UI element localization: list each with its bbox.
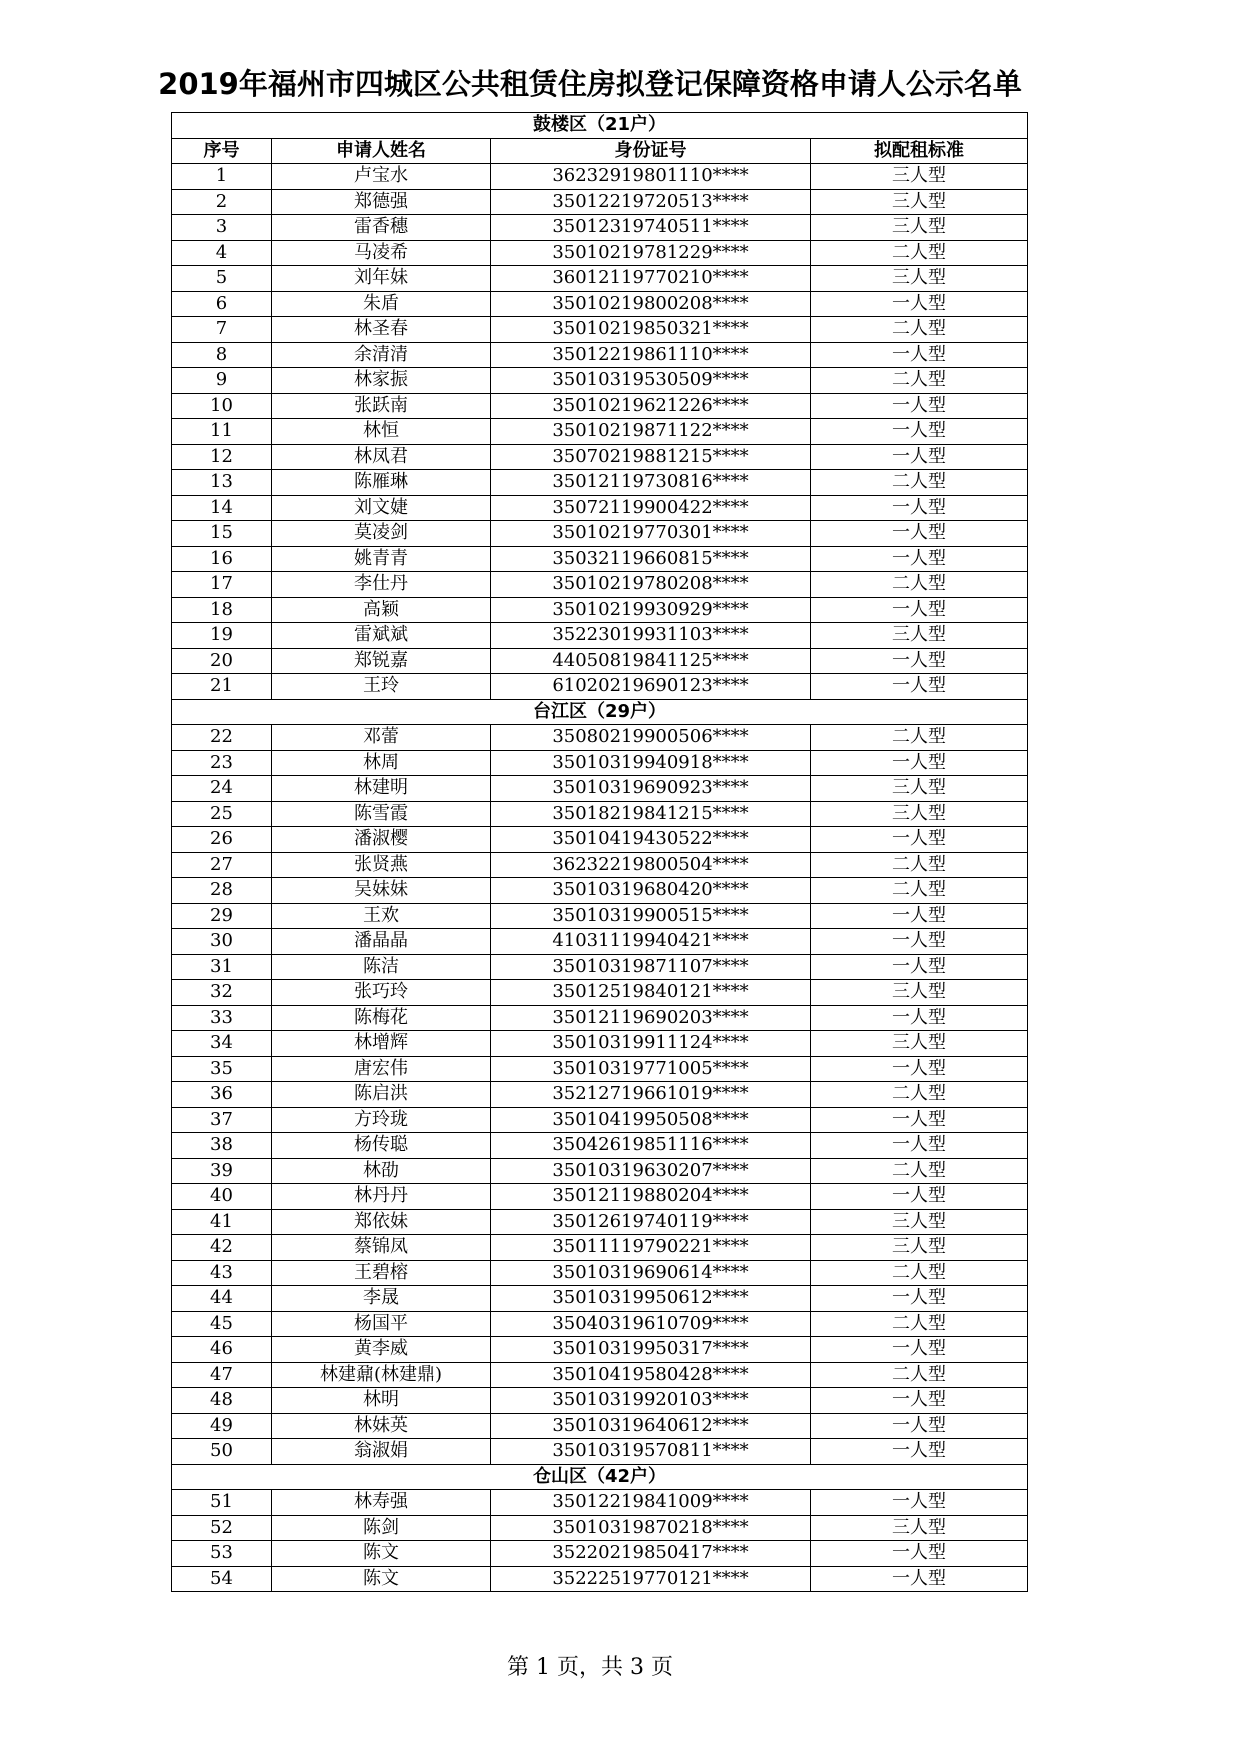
rental-standard: 一人型 — [811, 597, 1028, 623]
column-header-index: 序号 — [172, 138, 272, 164]
table-row — [172, 827, 1028, 853]
applicant-name: 林圣春 — [272, 317, 491, 343]
row-index: 43 — [172, 1260, 272, 1286]
row-index: 34 — [172, 1031, 272, 1057]
id-number: 35012319740511**** — [491, 215, 811, 241]
row-index: 3 — [172, 215, 272, 241]
rental-standard: 三人型 — [811, 980, 1028, 1006]
row-index: 49 — [172, 1413, 272, 1439]
table-row — [172, 980, 1028, 1006]
row-index: 39 — [172, 1158, 272, 1184]
row-index: 52 — [172, 1515, 272, 1541]
rental-standard: 二人型 — [811, 368, 1028, 394]
applicant-name: 余清清 — [272, 342, 491, 368]
id-number: 35070219881215**** — [491, 444, 811, 470]
id-number: 35010319640612**** — [491, 1413, 811, 1439]
row-index: 24 — [172, 776, 272, 802]
row-index: 6 — [172, 291, 272, 317]
table-row — [172, 291, 1028, 317]
id-number: 35042619851116**** — [491, 1133, 811, 1159]
id-number: 35010219621226**** — [491, 393, 811, 419]
applicant-name: 林周 — [272, 750, 491, 776]
id-number: 35223019931103**** — [491, 623, 811, 649]
district-header-row — [172, 113, 1028, 139]
applicant-name: 林凤君 — [272, 444, 491, 470]
rental-standard: 一人型 — [811, 903, 1028, 929]
row-index: 26 — [172, 827, 272, 853]
table-row — [172, 878, 1028, 904]
row-index: 19 — [172, 623, 272, 649]
table-row — [172, 1056, 1028, 1082]
applicant-name: 郑锐嘉 — [272, 648, 491, 674]
district-header-row — [172, 1464, 1028, 1490]
rental-standard: 一人型 — [811, 1413, 1028, 1439]
id-number: 44050819841125**** — [491, 648, 811, 674]
rental-standard: 二人型 — [811, 725, 1028, 751]
id-number: 35012219861110**** — [491, 342, 811, 368]
applicant-name: 郑依妹 — [272, 1209, 491, 1235]
applicant-name: 林劭 — [272, 1158, 491, 1184]
id-number: 35010319871107**** — [491, 954, 811, 980]
table-row — [172, 1107, 1028, 1133]
rental-standard: 二人型 — [811, 572, 1028, 598]
applicant-name: 高颖 — [272, 597, 491, 623]
applicant-name: 马凌希 — [272, 240, 491, 266]
rental-standard: 一人型 — [811, 674, 1028, 700]
table-row — [172, 674, 1028, 700]
table-row — [172, 521, 1028, 547]
table-row — [172, 1566, 1028, 1592]
applicant-table — [171, 112, 1028, 1592]
applicant-name: 杨传聪 — [272, 1133, 491, 1159]
table-row — [172, 903, 1028, 929]
table-row — [172, 954, 1028, 980]
rental-standard: 一人型 — [811, 1107, 1028, 1133]
applicant-name: 陈剑 — [272, 1515, 491, 1541]
id-number: 35012519840121**** — [491, 980, 811, 1006]
rental-standard: 一人型 — [811, 1439, 1028, 1465]
id-number: 35010319950317**** — [491, 1337, 811, 1363]
rental-standard: 一人型 — [811, 342, 1028, 368]
rental-standard: 一人型 — [811, 1566, 1028, 1592]
table-row — [172, 1209, 1028, 1235]
applicant-name: 林增辉 — [272, 1031, 491, 1057]
id-number: 35010319690614**** — [491, 1260, 811, 1286]
id-number: 35010219770301**** — [491, 521, 811, 547]
table-row — [172, 419, 1028, 445]
applicant-name: 张巧玲 — [272, 980, 491, 1006]
row-index: 23 — [172, 750, 272, 776]
applicant-name: 王碧榕 — [272, 1260, 491, 1286]
applicant-name: 唐宏伟 — [272, 1056, 491, 1082]
page-footer: 第 1 页，共 3 页 — [507, 1655, 673, 1680]
rental-standard: 一人型 — [811, 1388, 1028, 1414]
applicant-name: 邓蕾 — [272, 725, 491, 751]
applicant-name: 朱盾 — [272, 291, 491, 317]
id-number: 61020219690123**** — [491, 674, 811, 700]
rental-standard: 一人型 — [811, 827, 1028, 853]
table-row — [172, 750, 1028, 776]
table-row — [172, 1082, 1028, 1108]
rental-standard: 二人型 — [811, 852, 1028, 878]
rental-standard: 三人型 — [811, 189, 1028, 215]
id-number: 35011119790221**** — [491, 1235, 811, 1261]
applicant-name: 陈雪霞 — [272, 801, 491, 827]
table-row — [172, 1413, 1028, 1439]
applicant-name: 潘晶晶 — [272, 929, 491, 955]
id-number: 36232219800504**** — [491, 852, 811, 878]
rental-standard: 一人型 — [811, 521, 1028, 547]
applicant-name: 吴妹妹 — [272, 878, 491, 904]
column-header-row — [172, 138, 1028, 164]
rental-standard: 一人型 — [811, 1490, 1028, 1516]
id-number: 35010319900515**** — [491, 903, 811, 929]
table-row — [172, 164, 1028, 190]
rental-standard: 二人型 — [811, 240, 1028, 266]
table-row — [172, 776, 1028, 802]
table-row — [172, 1337, 1028, 1363]
id-number: 35010319870218**** — [491, 1515, 811, 1541]
row-index: 20 — [172, 648, 272, 674]
document-title: 2019年福州市四城区公共租赁住房拟登记保障资格申请人公示名单 — [158, 67, 1022, 101]
applicant-name: 蔡锦凤 — [272, 1235, 491, 1261]
row-index: 30 — [172, 929, 272, 955]
applicant-name: 陈梅花 — [272, 1005, 491, 1031]
id-number: 35010419430522**** — [491, 827, 811, 853]
rental-standard: 一人型 — [811, 1337, 1028, 1363]
applicant-name: 刘文婕 — [272, 495, 491, 521]
rental-standard: 三人型 — [811, 776, 1028, 802]
applicant-name: 林丹丹 — [272, 1184, 491, 1210]
row-index: 51 — [172, 1490, 272, 1516]
row-index: 37 — [172, 1107, 272, 1133]
table-row — [172, 495, 1028, 521]
row-index: 44 — [172, 1286, 272, 1312]
id-number: 35012119690203**** — [491, 1005, 811, 1031]
row-index: 33 — [172, 1005, 272, 1031]
id-number: 41031119940421**** — [491, 929, 811, 955]
rental-standard: 一人型 — [811, 1286, 1028, 1312]
rental-standard: 一人型 — [811, 648, 1028, 674]
id-number: 35010219781229**** — [491, 240, 811, 266]
table-row — [172, 725, 1028, 751]
table-row — [172, 444, 1028, 470]
applicant-name: 李仕丹 — [272, 572, 491, 598]
rental-standard: 三人型 — [811, 164, 1028, 190]
id-number: 35012619740119**** — [491, 1209, 811, 1235]
table-row — [172, 1184, 1028, 1210]
rental-standard: 一人型 — [811, 1005, 1028, 1031]
table-row — [172, 546, 1028, 572]
table-row — [172, 1260, 1028, 1286]
table-row — [172, 1490, 1028, 1516]
row-index: 42 — [172, 1235, 272, 1261]
row-index: 2 — [172, 189, 272, 215]
table-row — [172, 1541, 1028, 1567]
row-index: 27 — [172, 852, 272, 878]
district-header: 鼓楼区（21户） — [172, 113, 1028, 139]
rental-standard: 二人型 — [811, 1158, 1028, 1184]
rental-standard: 一人型 — [811, 495, 1028, 521]
row-index: 47 — [172, 1362, 272, 1388]
row-index: 54 — [172, 1566, 272, 1592]
row-index: 21 — [172, 674, 272, 700]
rental-standard: 一人型 — [811, 1541, 1028, 1567]
row-index: 13 — [172, 470, 272, 496]
rental-standard: 三人型 — [811, 215, 1028, 241]
rental-standard: 二人型 — [811, 1311, 1028, 1337]
rental-standard: 三人型 — [811, 266, 1028, 292]
id-number: 35010219871122**** — [491, 419, 811, 445]
id-number: 35012119880204**** — [491, 1184, 811, 1210]
applicant-name: 李晟 — [272, 1286, 491, 1312]
table-row — [172, 1158, 1028, 1184]
id-number: 35010219930929**** — [491, 597, 811, 623]
row-index: 18 — [172, 597, 272, 623]
table-row — [172, 240, 1028, 266]
rental-standard: 二人型 — [811, 470, 1028, 496]
applicant-name: 林恒 — [272, 419, 491, 445]
row-index: 53 — [172, 1541, 272, 1567]
row-index: 50 — [172, 1439, 272, 1465]
rental-standard: 一人型 — [811, 291, 1028, 317]
table-row — [172, 393, 1028, 419]
row-index: 11 — [172, 419, 272, 445]
id-number: 35212719661019**** — [491, 1082, 811, 1108]
id-number: 35018219841215**** — [491, 801, 811, 827]
id-number: 36232919801110**** — [491, 164, 811, 190]
id-number: 35010319530509**** — [491, 368, 811, 394]
row-index: 14 — [172, 495, 272, 521]
row-index: 22 — [172, 725, 272, 751]
id-number: 35012219720513**** — [491, 189, 811, 215]
applicant-table-body — [172, 113, 1028, 1592]
row-index: 28 — [172, 878, 272, 904]
rental-standard: 二人型 — [811, 1082, 1028, 1108]
table-row — [172, 929, 1028, 955]
table-row — [172, 1286, 1028, 1312]
rental-standard: 一人型 — [811, 1056, 1028, 1082]
id-number: 35032119660815**** — [491, 546, 811, 572]
table-row — [172, 368, 1028, 394]
row-index: 12 — [172, 444, 272, 470]
applicant-name: 黄李威 — [272, 1337, 491, 1363]
row-index: 45 — [172, 1311, 272, 1337]
rental-standard: 三人型 — [811, 1031, 1028, 1057]
applicant-name: 方玲珑 — [272, 1107, 491, 1133]
id-number: 35080219900506**** — [491, 725, 811, 751]
row-index: 9 — [172, 368, 272, 394]
applicant-name: 张跃南 — [272, 393, 491, 419]
id-number: 35010419580428**** — [491, 1362, 811, 1388]
rental-standard: 三人型 — [811, 1209, 1028, 1235]
row-index: 41 — [172, 1209, 272, 1235]
applicant-name: 陈洁 — [272, 954, 491, 980]
table-row — [172, 597, 1028, 623]
id-number: 35010319950612**** — [491, 1286, 811, 1312]
district-header: 仓山区（42户） — [172, 1464, 1028, 1490]
table-row — [172, 623, 1028, 649]
rental-standard: 一人型 — [811, 419, 1028, 445]
rental-standard: 一人型 — [811, 1184, 1028, 1210]
id-number: 35010419950508**** — [491, 1107, 811, 1133]
id-number: 35010319630207**** — [491, 1158, 811, 1184]
table-row — [172, 1311, 1028, 1337]
table-row — [172, 1515, 1028, 1541]
applicant-name: 莫凌剑 — [272, 521, 491, 547]
id-number: 35040319610709**** — [491, 1311, 811, 1337]
row-index: 5 — [172, 266, 272, 292]
column-header-standard: 拟配租标准 — [811, 138, 1028, 164]
rental-standard: 一人型 — [811, 750, 1028, 776]
rental-standard: 二人型 — [811, 878, 1028, 904]
id-number: 35012119730816**** — [491, 470, 811, 496]
rental-standard: 一人型 — [811, 393, 1028, 419]
applicant-name: 张贤燕 — [272, 852, 491, 878]
applicant-name: 陈启洪 — [272, 1082, 491, 1108]
rental-standard: 一人型 — [811, 546, 1028, 572]
table-row — [172, 648, 1028, 674]
table-row — [172, 852, 1028, 878]
table-row — [172, 1235, 1028, 1261]
rental-standard: 二人型 — [811, 1260, 1028, 1286]
id-number: 35010319690923**** — [491, 776, 811, 802]
applicant-name: 林建鼐(林建鼎) — [272, 1362, 491, 1388]
row-index: 31 — [172, 954, 272, 980]
applicant-name: 王玲 — [272, 674, 491, 700]
row-index: 46 — [172, 1337, 272, 1363]
applicant-name: 陈雁琳 — [272, 470, 491, 496]
rental-standard: 一人型 — [811, 444, 1028, 470]
id-number: 35012219841009**** — [491, 1490, 811, 1516]
rental-standard: 二人型 — [811, 1362, 1028, 1388]
rental-standard: 二人型 — [811, 317, 1028, 343]
row-index: 17 — [172, 572, 272, 598]
table-row — [172, 342, 1028, 368]
table-row — [172, 1005, 1028, 1031]
id-number: 35222519770121**** — [491, 1566, 811, 1592]
id-number: 35220219850417**** — [491, 1541, 811, 1567]
id-number: 35010319911124**** — [491, 1031, 811, 1057]
row-index: 1 — [172, 164, 272, 190]
applicant-name: 潘淑樱 — [272, 827, 491, 853]
row-index: 48 — [172, 1388, 272, 1414]
applicant-name: 卢宝水 — [272, 164, 491, 190]
table-row — [172, 1388, 1028, 1414]
applicant-name: 林家振 — [272, 368, 491, 394]
column-header-name: 申请人姓名 — [272, 138, 491, 164]
id-number: 35010319940918**** — [491, 750, 811, 776]
rental-standard: 三人型 — [811, 623, 1028, 649]
district-header-row — [172, 699, 1028, 725]
applicant-name: 王欢 — [272, 903, 491, 929]
table-row — [172, 189, 1028, 215]
table-row — [172, 1133, 1028, 1159]
table-row — [172, 215, 1028, 241]
applicant-name: 陈文 — [272, 1566, 491, 1592]
id-number: 35010319771005**** — [491, 1056, 811, 1082]
row-index: 29 — [172, 903, 272, 929]
applicant-name: 刘年妹 — [272, 266, 491, 292]
table-row — [172, 572, 1028, 598]
applicant-name: 翁淑娟 — [272, 1439, 491, 1465]
id-number: 35010219800208**** — [491, 291, 811, 317]
table-row — [172, 317, 1028, 343]
applicant-name: 林寿强 — [272, 1490, 491, 1516]
applicant-name: 雷香穗 — [272, 215, 491, 241]
row-index: 35 — [172, 1056, 272, 1082]
id-number: 36012119770210**** — [491, 266, 811, 292]
row-index: 7 — [172, 317, 272, 343]
row-index: 38 — [172, 1133, 272, 1159]
row-index: 8 — [172, 342, 272, 368]
row-index: 32 — [172, 980, 272, 1006]
applicant-name: 杨国平 — [272, 1311, 491, 1337]
rental-standard: 三人型 — [811, 1235, 1028, 1261]
table-row — [172, 1362, 1028, 1388]
district-header: 台江区（29户） — [172, 699, 1028, 725]
applicant-name: 姚青青 — [272, 546, 491, 572]
row-index: 40 — [172, 1184, 272, 1210]
table-row — [172, 470, 1028, 496]
rental-standard: 三人型 — [811, 801, 1028, 827]
id-number: 35010319680420**** — [491, 878, 811, 904]
applicant-name: 林妹英 — [272, 1413, 491, 1439]
applicant-name: 林明 — [272, 1388, 491, 1414]
id-number: 35010219780208**** — [491, 572, 811, 598]
applicant-name: 陈文 — [272, 1541, 491, 1567]
row-index: 4 — [172, 240, 272, 266]
id-number: 35010219850321**** — [491, 317, 811, 343]
row-index: 25 — [172, 801, 272, 827]
row-index: 16 — [172, 546, 272, 572]
column-header-id: 身份证号 — [491, 138, 811, 164]
table-row — [172, 801, 1028, 827]
applicant-name: 林建明 — [272, 776, 491, 802]
table-row — [172, 1031, 1028, 1057]
rental-standard: 一人型 — [811, 929, 1028, 955]
id-number: 35072119900422**** — [491, 495, 811, 521]
table-row — [172, 266, 1028, 292]
row-index: 15 — [172, 521, 272, 547]
rental-standard: 一人型 — [811, 954, 1028, 980]
rental-standard: 一人型 — [811, 1133, 1028, 1159]
rental-standard: 三人型 — [811, 1515, 1028, 1541]
applicant-name: 雷斌斌 — [272, 623, 491, 649]
applicant-name: 郑德强 — [272, 189, 491, 215]
id-number: 35010319570811**** — [491, 1439, 811, 1465]
row-index: 36 — [172, 1082, 272, 1108]
table-row — [172, 1439, 1028, 1465]
id-number: 35010319920103**** — [491, 1388, 811, 1414]
row-index: 10 — [172, 393, 272, 419]
